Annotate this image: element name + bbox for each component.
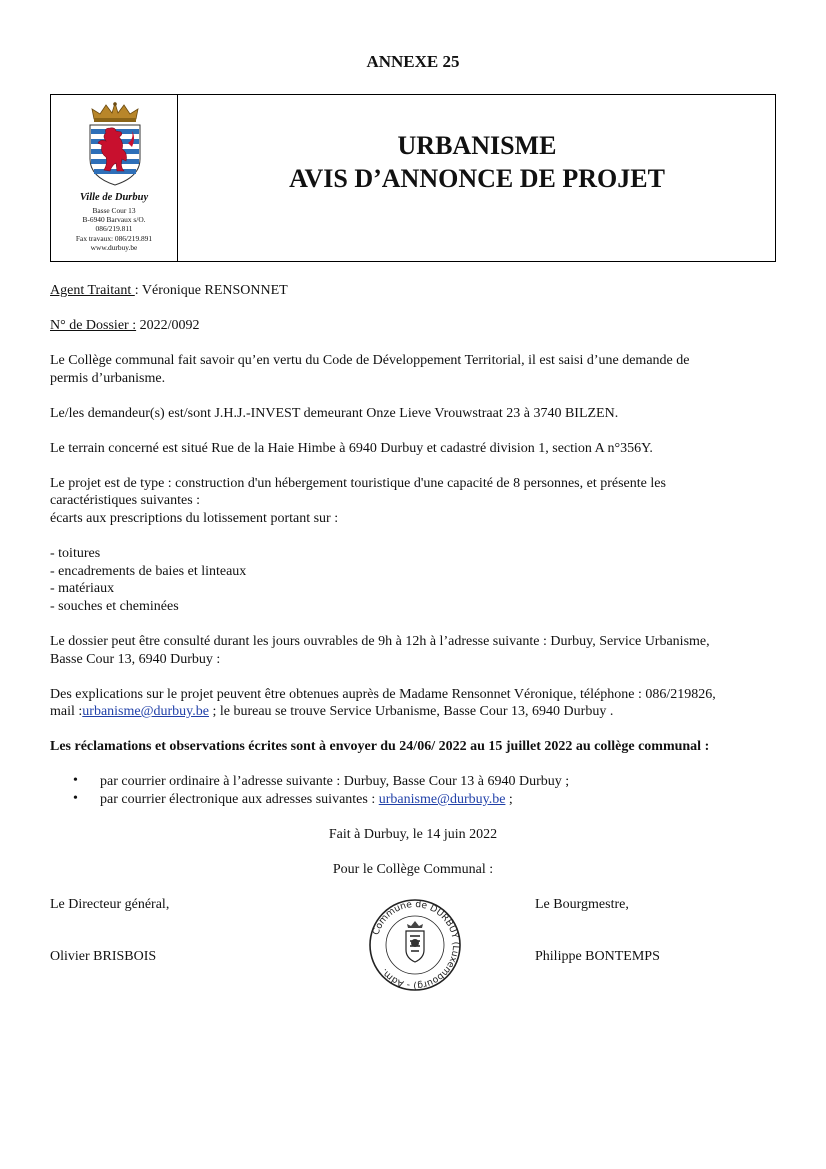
consult-line: Le dossier peut être consulté durant les jours ouvrables de 9h à 12h à l’adresse suivante : Durbuy, Service Urbanisme,: [50, 634, 710, 649]
town-name: Ville de Durbuy: [79, 192, 149, 203]
project-line: Le projet est de type : construction d'un hébergement touristique d'une capacité de 8 personnes, et présente les: [50, 476, 666, 491]
mayor-name: Philippe BONTEMPS: [535, 949, 660, 964]
title-cell: [178, 95, 776, 261]
office-address: ; le bureau se trouve Service Urbanisme, Basse Cour 13, 6940 Durbuy .: [208, 704, 614, 719]
claims-heading: Les réclamations et observations écrites sont à envoyer du 24/06/ 2022 au 15 juillet 2022 au collège communal :: [50, 739, 710, 754]
email-link[interactable]: urbanisme@durbuy.be: [378, 792, 506, 807]
annex-number: ANNEXE 25: [366, 52, 460, 71]
claim-item-email-prefix: par courrier électronique aux adresses suivantes :: [100, 792, 379, 807]
town-address: [51, 206, 177, 252]
project-line: caractéristiques suivantes :: [50, 493, 201, 508]
claim-item-email: [100, 791, 513, 809]
header-box: [50, 94, 776, 262]
claim-item-email-suffix: ;: [505, 792, 513, 807]
director-name: Olivier BRISBOIS: [50, 949, 157, 964]
official-stamp: [366, 898, 464, 992]
document-title-line2: AVIS D’ANNONCE DE PROJET: [289, 164, 665, 193]
for-college: Pour le Collège Communal :: [332, 862, 494, 877]
deviation-item: - matériaux: [50, 581, 115, 596]
agent-line: [50, 282, 778, 300]
deviation-item: - souches et cheminées: [50, 599, 179, 614]
claim-item-post: par courrier ordinaire à l’adresse suivante : Durbuy, Basse Cour 13 à 6940 Durbuy ;: [100, 774, 570, 789]
director-title: Le Directeur général,: [50, 897, 170, 912]
dossier-value: 2022/0092: [136, 318, 200, 333]
town-address-line: www.durbuy.be: [90, 242, 138, 252]
intro-line: Le Collège communal fait savoir qu’en vertu du Code de Développement Territorial, il est saisi d’une demande de: [50, 353, 690, 368]
deviation-item: - toitures: [50, 546, 101, 561]
applicant-line: Le/les demandeur(s) est/sont J.H.J.-INVEST demeurant Onze Lieve Vrouwstraat 23 à 3740 BILZEN.: [50, 406, 619, 421]
intro-line: permis d’urbanisme.: [50, 371, 166, 386]
stamp-text: Commune de DURBUY (Luxembourg) - Adm.: [370, 898, 462, 992]
agent-label: Agent Traitant: [50, 283, 135, 298]
mail-prefix: mail :: [50, 704, 83, 719]
dossier-line: [50, 317, 778, 335]
done-at: Fait à Durbuy, le 14 juin 2022: [328, 827, 498, 842]
town-address-line: 086/219.811: [95, 224, 133, 234]
explanations-line-2: [50, 703, 778, 721]
dossier-label: N° de Dossier :: [50, 318, 137, 333]
email-link[interactable]: urbanisme@durbuy.be: [82, 704, 209, 719]
bullet: •: [73, 791, 78, 806]
consult-line: Basse Cour 13, 6940 Durbuy :: [50, 652, 221, 667]
agent-separator: :: [134, 283, 142, 298]
deviation-item: - encadrements de baies et linteaux: [50, 564, 247, 579]
coat-of-arms-logo: [84, 101, 146, 187]
town-address-line: Fax travaux: 086/219.891: [75, 233, 153, 243]
document-title-line1: URBANISME: [397, 131, 557, 160]
project-line: écarts aux prescriptions du lotissement portant sur :: [50, 511, 339, 526]
terrain-line: Le terrain concerné est situé Rue de la Haie Himbe à 6940 Durbuy et cadastré division 1, section A n°356Y.: [50, 441, 653, 456]
logo-cell: [51, 95, 178, 261]
explanations-line: Des explications sur le projet peuvent être obtenues auprès de Madame Rensonnet Véronique, téléphone : 086/219826,: [50, 687, 716, 702]
agent-value: Véronique RENSONNET: [141, 283, 288, 298]
town-address-line: B-6940 Barvaux s/O.: [82, 215, 146, 225]
mayor-title: Le Bourgmestre,: [535, 897, 629, 912]
town-address-line: Basse Cour 13: [92, 206, 136, 215]
bullet: •: [73, 773, 78, 788]
